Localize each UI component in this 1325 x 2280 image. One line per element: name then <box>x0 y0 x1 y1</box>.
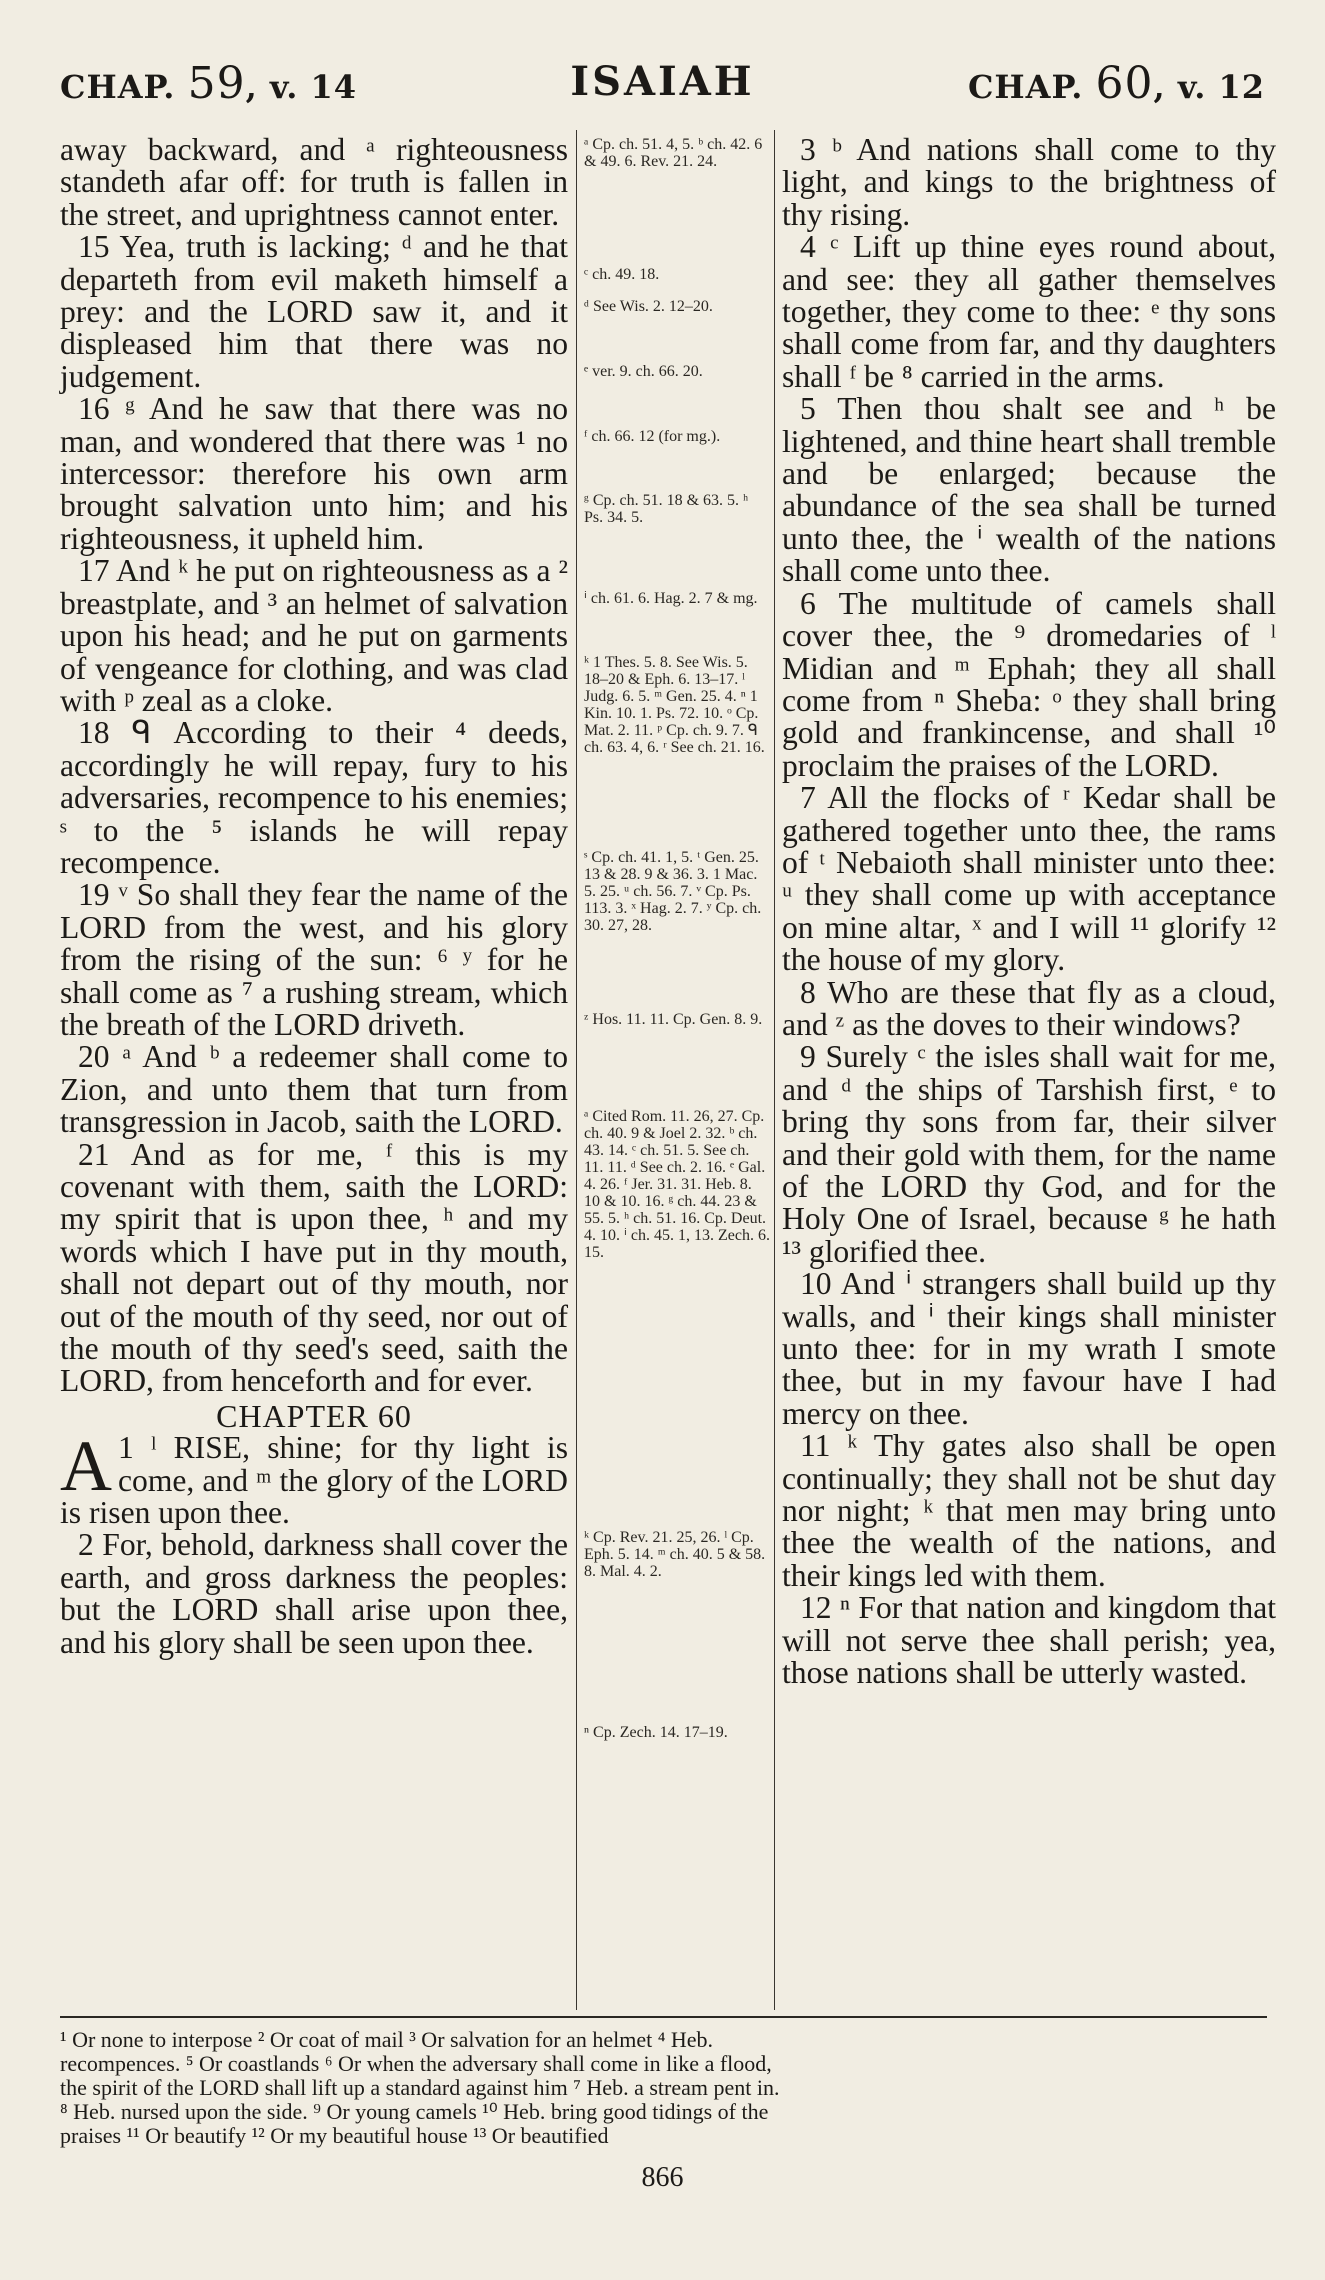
footnotes <box>60 2028 1270 2148</box>
verse-paragraph: 10 And ⁱ strangers shall build up thy walls, and ⁱ their kings shall minister unto thee: for in my wrath I smote thee, but in my favour have I had mercy on thee. <box>782 1266 1276 1431</box>
cross-reference: ˢ Cp. ch. 41. 1, 5. ᵗ Gen. 25. 13 & 28. 9 & 36. 3. 1 Mac. 5. 25. ᵘ ch. 56. 7. ᵛ Cp. Ps. 113. 3. ˣ Hag. 2. 7. ʸ Cp. ch. 30. 27, 28. <box>584 848 762 934</box>
verse-text: RISE, shine; for thy light is come, and ᵐ the glory of the LORD is risen upon thee. <box>60 1430 569 1531</box>
cross-reference: ᶻ Hos. 11. 11. Cp. Gen. 8. 9. <box>584 1010 763 1028</box>
header-right <box>968 58 1265 109</box>
header-left-chap: CHAP. <box>60 68 176 106</box>
header-right-chap: CHAP. <box>967 68 1084 106</box>
verse-paragraph: 21 And as for me, ᶠ this is my covenant with them, saith the LORD: my spirit that is upon thee, ʰ and my words which I have put in thy mouth, shall not depart out of thy mouth, nor out of the mouth of thy seed, nor out of the mouth of thy seed's seed, saith the LORD, from henceforth and for ever. <box>60 1136 568 1399</box>
footnote-line: recompences. ⁵ Or coastlands ⁶ Or when the adversary shall come in like a flood, <box>60 2051 772 2076</box>
chapter-first-verse <box>60 1426 569 1531</box>
cross-reference: ⁱ ch. 61. 6. Hag. 2. 7 & mg. <box>584 589 758 607</box>
cross-reference: ᶜ ch. 49. 18. <box>584 265 660 283</box>
verse-paragraph: 9 Surely ᶜ the isles shall wait for me, and ᵈ the ships of Tarshish first, ᵉ to bring thy sons from far, their silver and their gold with them, for the name of the LORD thy God, and for the Holy One of Israel, because ᵍ he hath ¹³ glorified thee. <box>782 1039 1276 1269</box>
verse-paragraph: 11 ᵏ Thy gates also shall be open continually; they shall not be shut day nor night; ᵏ that men may bring unto thee the wealth of the nations, and their kings led with them. <box>782 1428 1276 1593</box>
cross-reference: ᵃ Cp. ch. 51. 4, 5. ᵇ ch. 42. 6 & 49. 6. Rev. 21. 24. <box>584 136 763 170</box>
verse-paragraph: 3 ᵇ And nations shall come to thy light, and kings to the brightness of thy rising. <box>782 132 1276 232</box>
column-rule-right <box>774 130 775 2010</box>
header-right-verse: , v. 12 <box>1153 68 1265 106</box>
verse-paragraph: 19 ᵛ So shall they fear the name of the LORD from the west, and his glory from the rising of the sun: ⁶ ʸ for he shall come as ⁷ a rushing stream, which the breath of the LORD driveth. <box>60 877 568 1042</box>
header-left-verse: , v. 14 <box>245 68 358 106</box>
cross-reference: ᵃ Cited Rom. 11. 26, 27. Cp. ch. 40. 9 & Joel 2. 32. ᵇ ch. 43. 14. ᶜ ch. 51. 5. See ch. 11. 11. ᵈ See ch. 2. 16. ᵉ Gal. 4. 26. ᶠ Jer. 31. 31. Heb. 8. 10 & 10. 16. ᵍ ch. 44. 23 & 55. 5. ʰ ch. 51. 16. Cp. Deut. 4. 10. ⁱ ch. 45. 1, 13. Zech. 6. 15. <box>584 1108 770 1261</box>
header-left-number: 59 <box>187 58 246 109</box>
verse-paragraph: 8 Who are these that fly as a cloud, and ᶻ as the doves to their windows? <box>782 974 1276 1042</box>
footnote-line: ¹ Or none to interpose ² Or coat of mail ³ Or salvation for an helmet ⁴ Heb. <box>60 2027 714 2052</box>
cross-reference: ᵏ Cp. Rev. 21. 25, 26. ˡ Cp. Eph. 5. 14. ᵐ ch. 40. 5 & 58. 8. Mal. 4. 2. <box>584 1529 766 1581</box>
footnote-line: praises ¹¹ Or beautify ¹² Or my beautiful house ¹³ Or beautified <box>60 2123 609 2148</box>
drop-cap: A <box>60 1426 112 1507</box>
verse-paragraph: 17 And ᵏ he put on righteousness as a ² breastplate, and ³ an helmet of salvation upon his head; and he put on garments of vengeance for clothing, and was clad with ᵖ zeal as a cloke. <box>60 553 568 718</box>
left-text-column <box>60 134 568 1659</box>
footnote-rule <box>60 2016 1267 2018</box>
book-title: ISAIAH <box>570 58 755 105</box>
verse-paragraph: 12 ⁿ For that nation and kingdom that will not serve thee shall perish; yea, those nations shall be utterly wasted. <box>782 1590 1276 1691</box>
verse-paragraph: 5 Then thou shalt see and ʰ be lightened, and thine heart shall tremble and be enlarged; because the abundance of the sea shall be turned unto thee, the ⁱ wealth of the nations shall come unto thee. <box>782 391 1276 589</box>
right-text-column <box>782 134 1276 1690</box>
cross-reference: ᵏ 1 Thes. 5. 8. See Wis. 5. 18–20 & Eph. 6. 13–17. ˡ Judg. 6. 5. ᵐ Gen. 25. 4. ⁿ 1 Kin. 10. 1. Ps. 72. 10. ᵒ Cp. Mat. 2. 11. ᵖ Cp. ch. 9. 7. ᑫ ch. 63. 4, 6. ʳ See ch. 21. 16. <box>584 654 765 757</box>
verse-paragraph: 15 Yea, truth is lacking; ᵈ and he that departeth from evil maketh himself a prey: and the LORD saw it, and it displeased him that there was no judgement. <box>60 229 568 394</box>
page-number: 866 <box>641 2162 684 2193</box>
verse-number: 1 ˡ <box>118 1430 157 1466</box>
verse-paragraph: 18 ᑫ According to their ⁴ deeds, accordingly he will repay, fury to his adversaries, recompence to his enemies; ˢ to the ⁵ islands he will repay recompence. <box>60 715 568 880</box>
footnote-line: the spirit of the LORD shall lift up a standard against him ⁷ Heb. a stream pent in. <box>60 2075 780 2100</box>
cross-reference: ⁿ Cp. Zech. 14. 17–19. <box>584 1723 728 1741</box>
cross-reference: ᶠ ch. 66. 12 (for mg.). <box>584 427 721 445</box>
header-right-number: 60 <box>1095 58 1154 109</box>
running-header <box>60 58 1265 118</box>
footnote-line: ⁸ Heb. nursed upon the side. ⁹ Or young camels ¹⁰ Heb. bring good tidings of the <box>60 2099 769 2124</box>
column-rule-left <box>576 130 577 2010</box>
verse-paragraph: 6 The multitude of camels shall cover thee, the ⁹ dromedaries of ˡ Midian and ᵐ Ephah; they all shall come from ⁿ Sheba: ᵒ they shall bring gold and frankincense, and shall ¹⁰ proclaim the praises of the LORD. <box>782 585 1276 783</box>
cross-reference: ᵉ ver. 9. ch. 66. 20. <box>584 362 703 380</box>
verse-paragraph: 16 ᵍ And he saw that there was no man, and wondered that there was ¹ no intercessor: therefore his own arm brought salvation unto him; and his righteousness, it upheld him. <box>60 391 568 556</box>
verse-paragraph: 20 ᵃ And ᵇ a redeemer shall come to Zion, and unto them that turn from transgression in Jacob, saith the LORD. <box>60 1039 568 1140</box>
verse-paragraph: 2 For, behold, darkness shall cover the earth, and gross darkness the peoples: but the LORD shall arise upon thee, and his glory shall be seen upon thee. <box>60 1527 568 1660</box>
cross-reference: ᵍ Cp. ch. 51. 18 & 63. 5. ʰ Ps. 34. 5. <box>584 492 749 527</box>
chapter-heading: CHAPTER 60 <box>216 1397 412 1434</box>
verse-paragraph: 7 All the flocks of ʳ Kedar shall be gathered together unto thee, the rams of ᵗ Nebaioth shall minister unto thee: ᵘ they shall come up with acceptance on mine altar, ˣ and I will ¹¹ glorify ¹² the house of my glory. <box>782 780 1276 978</box>
cross-reference: ᵈ See Wis. 2. 12–20. <box>584 298 713 315</box>
verse-paragraph: away backward, and ᵃ righteousness standeth afar off: for truth is fallen in the street, and uprightness cannot enter. <box>60 132 568 232</box>
verse-paragraph: 4 ᶜ Lift up thine eyes round about, and see: they all gather themselves together, they come to thee: ᵉ thy sons shall come from far, and thy daughters shall ᶠ be ⁸ carried in the arms. <box>782 229 1276 394</box>
